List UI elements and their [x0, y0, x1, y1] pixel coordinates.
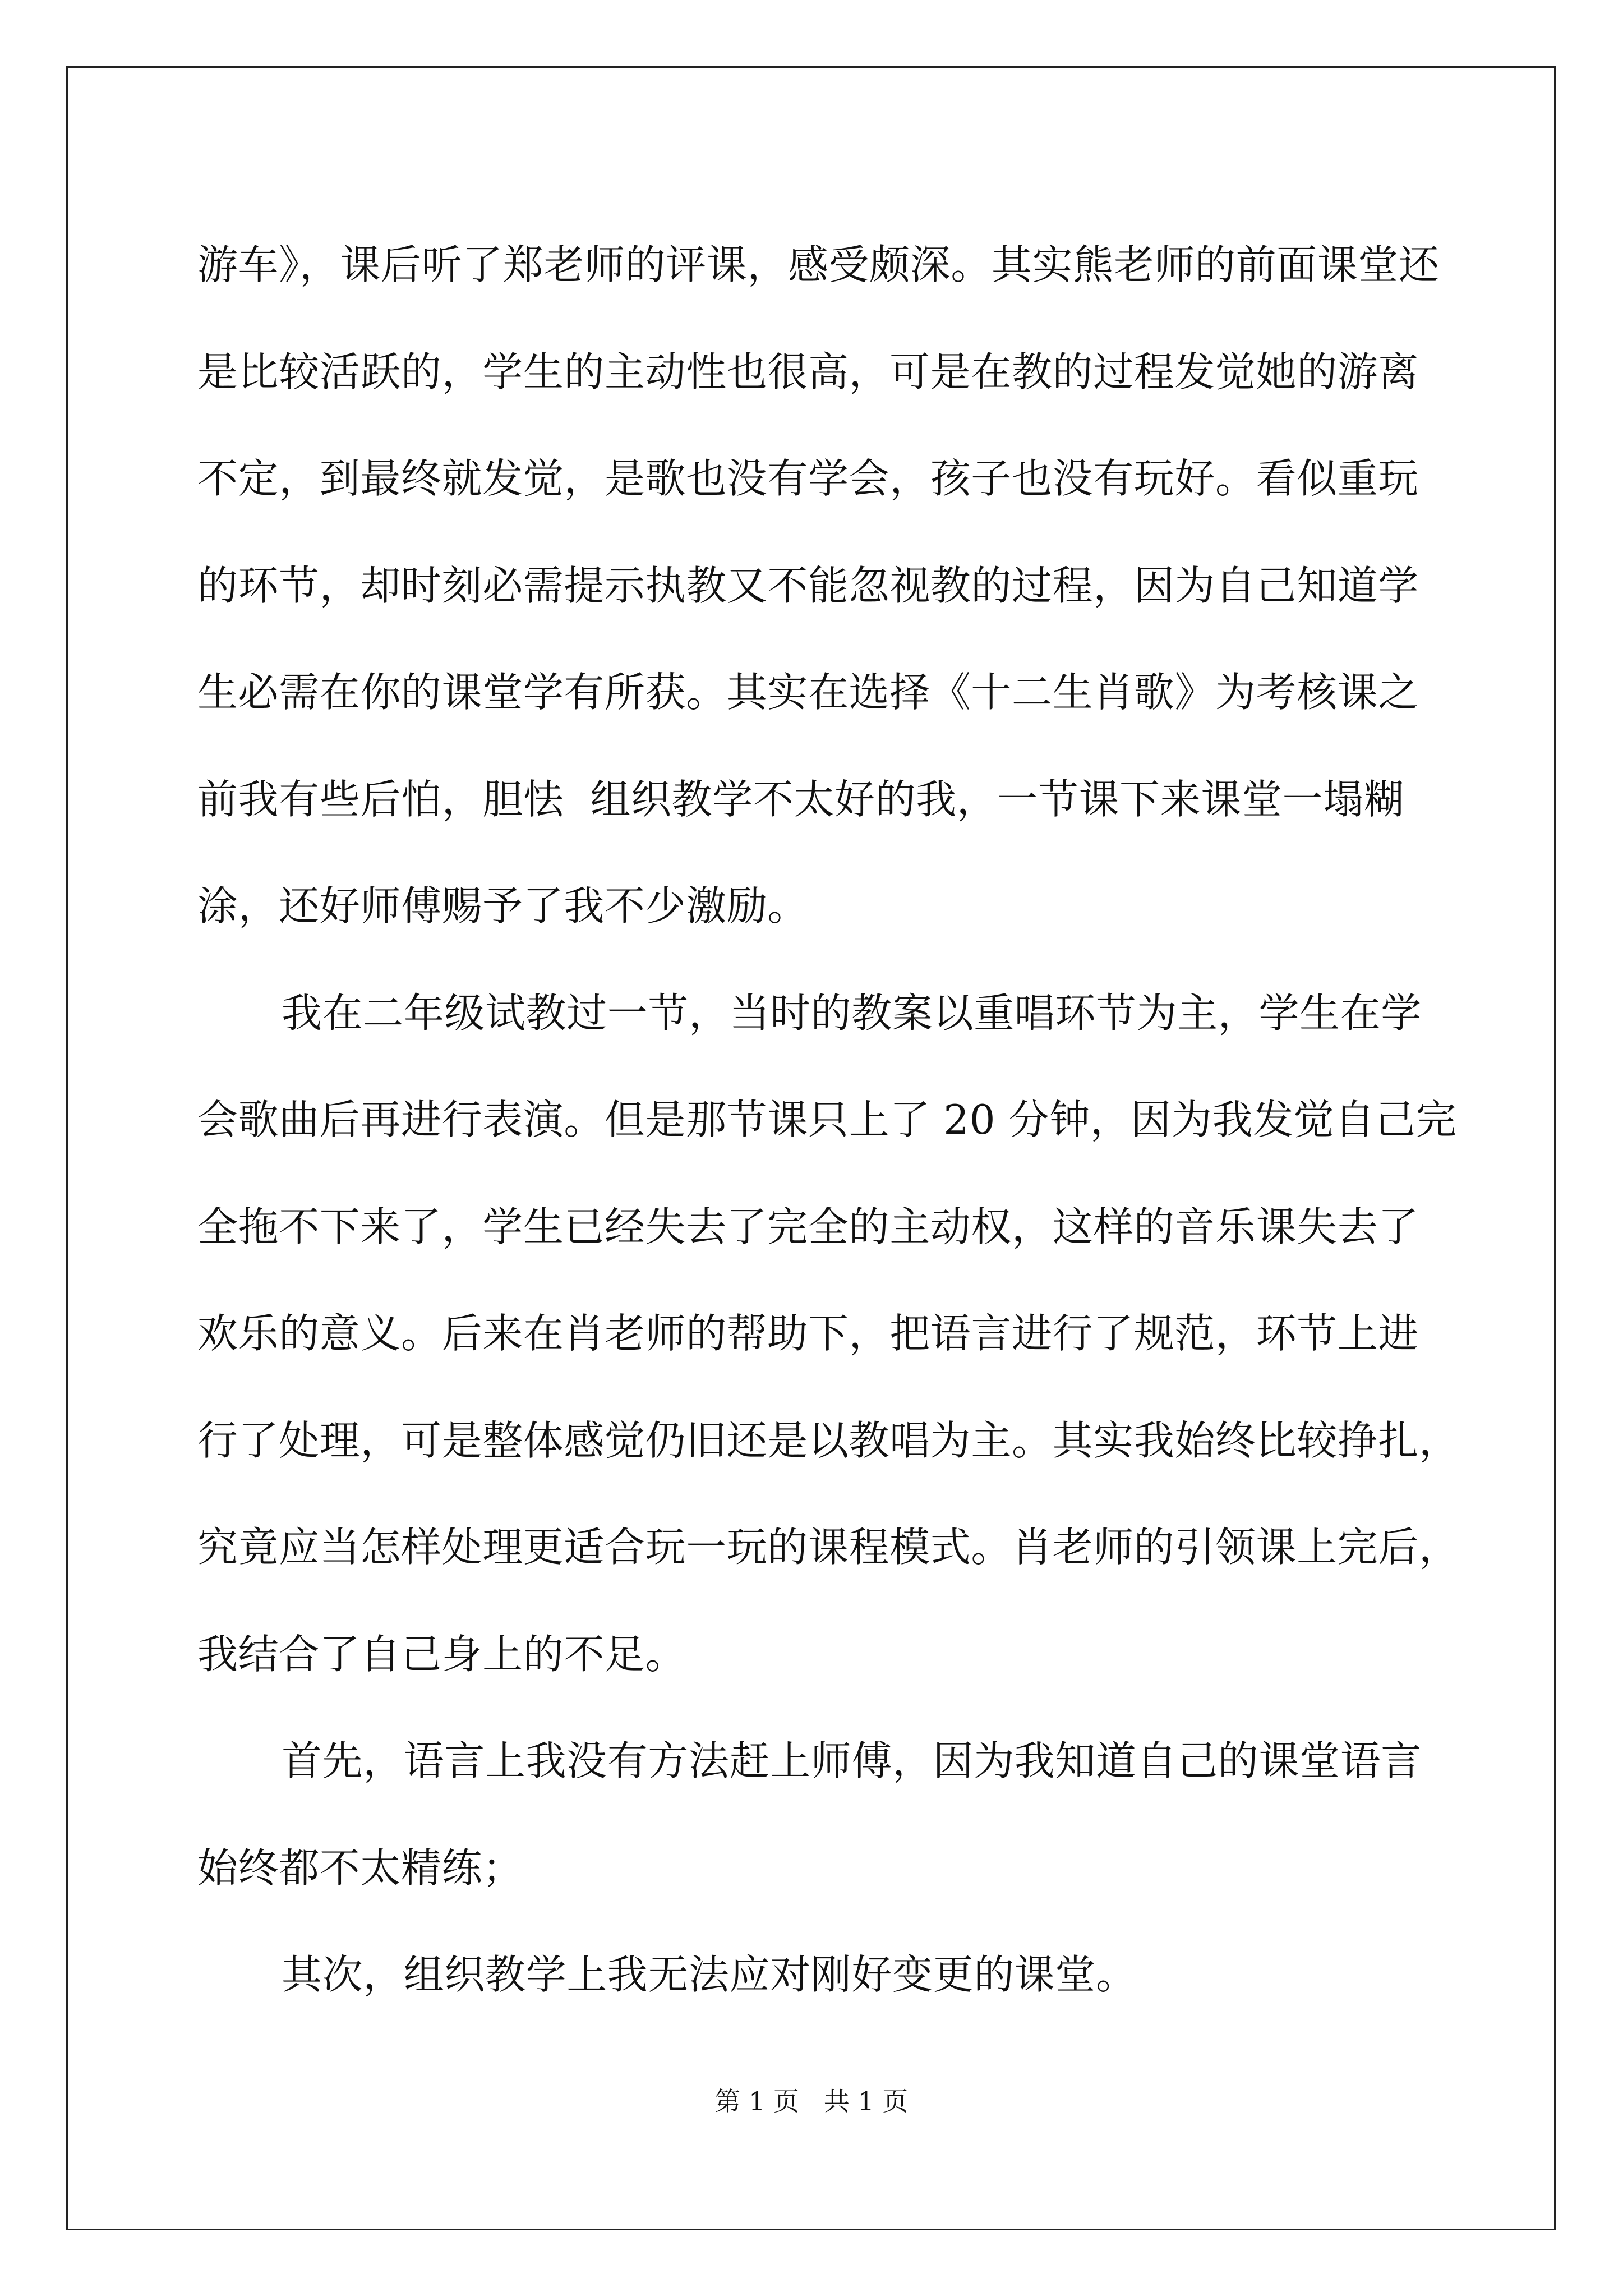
text-line: 我结合了自己身上的不足。	[197, 1630, 686, 1678]
text-line: 我在二年级试教过一节，当时的教案以重唱环节为主，学生在学	[282, 989, 1422, 1037]
text-line: 生必需在你的课堂学有所获。其实在选择《十二生肖歌》为考核课之	[197, 669, 1419, 716]
paragraph-4	[197, 1921, 1426, 2028]
text-line: 是比较活跃的，学生的主动性也很高，可是在教的过程发觉她的游离	[197, 348, 1419, 395]
page-number-footer: 第 1 页 共 1 页	[714, 2086, 909, 2116]
text-line: 会歌曲后再进行表演。但是那节课只上了 20 分钟，因为我发觉自己完	[197, 1096, 1457, 1143]
text-line: 究竟应当怎样处理更适合玩一玩的课程模式。肖老师的引领课上完后，	[197, 1524, 1460, 1571]
text-line: 首先，语言上我没有方法赶上师傅，因为我知道自己的课堂语言	[282, 1737, 1422, 1784]
text-line: 的环节，却时刻必需提示执教又不能忽视教的过程，因为自己知道学	[197, 562, 1419, 609]
document-body	[197, 211, 1460, 2028]
text-line: 欢乐的意义。后来在肖老师的帮助下，把语言进行了规范，环节上进	[197, 1310, 1419, 1357]
text-line: 游车》，课后听了郑老师的评课，感受颇深。其实熊老师的前面课堂还	[197, 241, 1440, 288]
text-line: 不定，到最终就发觉，是歌也没有学会，孩子也没有玩好。看似重玩	[197, 455, 1419, 502]
text-line: 涂，还好师傅赐予了我不少激励。	[197, 882, 809, 930]
text-line: 始终都不太精练；	[197, 1844, 523, 1892]
paragraph-1	[197, 211, 1440, 960]
text-line: 全拖不下来了，学生已经失去了完全的主动权，这样的音乐课失去了	[197, 1203, 1419, 1250]
text-line: 其次，组织教学上我无法应对刚好变更的课堂。	[282, 1951, 1137, 1998]
text-line: 行了处理，可是整体感觉仍旧还是以教唱为主。其实我始终比较挣扎，	[197, 1416, 1460, 1464]
paragraph-2	[197, 960, 1460, 1708]
text-line: 前我有些后怕，胆怯 组织教学不太好的我，一节课下来课堂一塌糊	[197, 775, 1405, 823]
paragraph-3	[197, 1708, 1426, 1921]
